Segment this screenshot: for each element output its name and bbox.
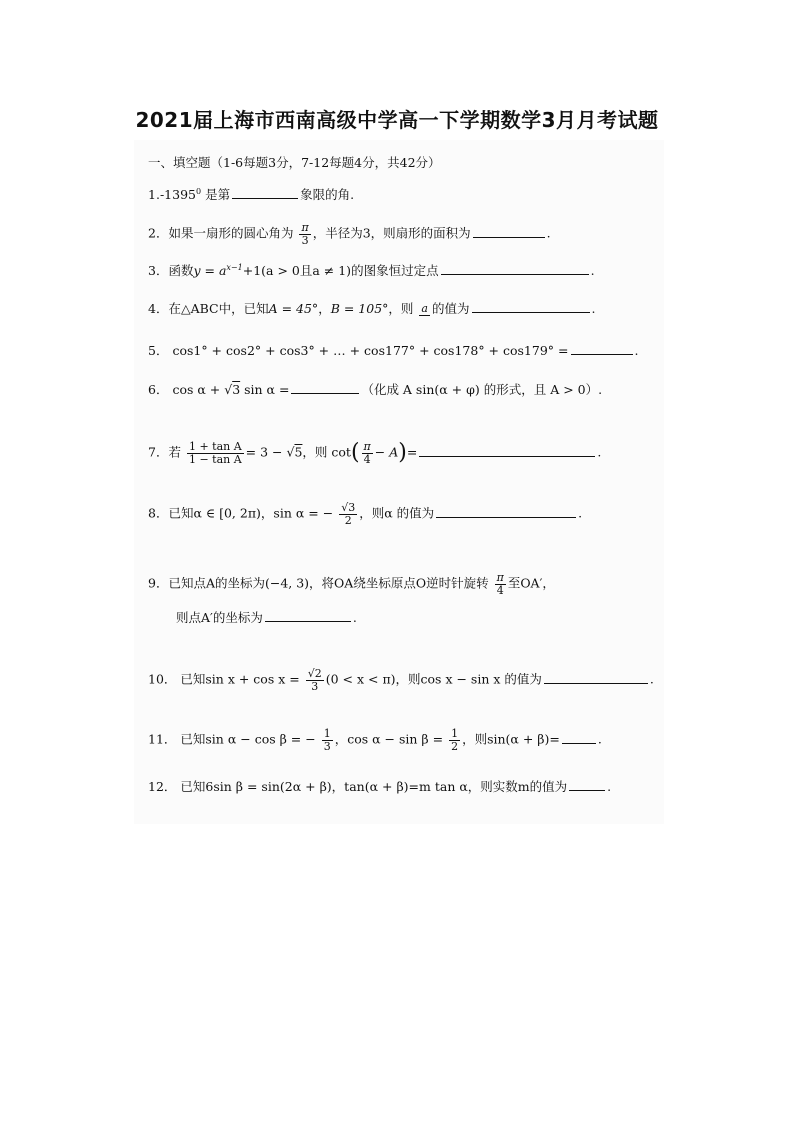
question-5: 5． cos1° + cos2° + cos3° + … + cos177° + cos178° + cos179° = . [148, 343, 639, 358]
question-7: 7．若 $\frac{\text{1 + tan A}}{\text{1 − tan A}}$ = 3 − √5，则 cot( $\frac{\pi}{4}$ − A)= . [148, 440, 602, 466]
answer-blank[interactable] [232, 186, 298, 199]
answer-blank[interactable] [291, 381, 359, 394]
answer-blank[interactable] [441, 262, 589, 275]
question-8: 8．已知α ∈ [0, 2π)，sin α = − $\frac{√3}{2}$ ，则α 的值为 . [148, 501, 583, 527]
answer-blank[interactable] [473, 225, 545, 238]
question-1: 1.-1395$^0$ 是第 象限的角. [148, 186, 355, 202]
answer-blank[interactable] [419, 444, 595, 457]
question-4: 4．在△ABC中，已知A = 45°，B = 105°，则 a 的值为 . [148, 301, 596, 316]
answer-blank[interactable] [569, 778, 605, 791]
answer-blank[interactable] [571, 342, 633, 355]
question-6: 6． cos α + √3 sin α = （化成 A sin(α + φ) 的形式，且 A > 0）. [148, 382, 603, 397]
question-10: 10． 已知sin x + cos x = $\frac{√2}{3}$ (0 < x < π)，则cos x − sin x 的值为 . [148, 667, 654, 693]
answer-blank[interactable] [265, 609, 351, 622]
answer-blank[interactable] [544, 671, 648, 684]
page-title: 2021届上海市西南高级中学高一下学期数学3月月考试题 [135, 108, 659, 132]
question-9: 9．已知点A的坐标为(−4, 3)，将OA绕坐标原点O逆时针旋转 $\frac{\pi}{4}$ 至OA′， [148, 571, 555, 597]
question-2: 2．如果一扇形的圆心角为 $\frac{\pi}{3}$ ，半径为3，则扇形的面积为 . [148, 221, 551, 247]
section-heading: 一、填空题（1-6每题3分，7-12每题4分，共42分） [148, 155, 441, 170]
answer-blank[interactable] [472, 300, 590, 313]
question-12: 12． 已知6sin β = sin(2α + β)，tan(α + β)=m tan α，则实数m的值为 . [148, 779, 612, 794]
answer-blank[interactable] [436, 505, 576, 518]
question-9-line-2: 则点A′的坐标为 . [176, 610, 357, 625]
question-11: 11． 已知sin α − cos β = − $\frac{1}{3}$ ，cos α − sin β = $\frac{1}{2}$ ，则sin(α + β)= . [148, 727, 602, 753]
question-3: 3．函数$y = a^{x-1}+1(a > 0$且a ≠ 1)的图象恒过定点 . [148, 262, 595, 278]
answer-blank[interactable] [562, 731, 596, 744]
